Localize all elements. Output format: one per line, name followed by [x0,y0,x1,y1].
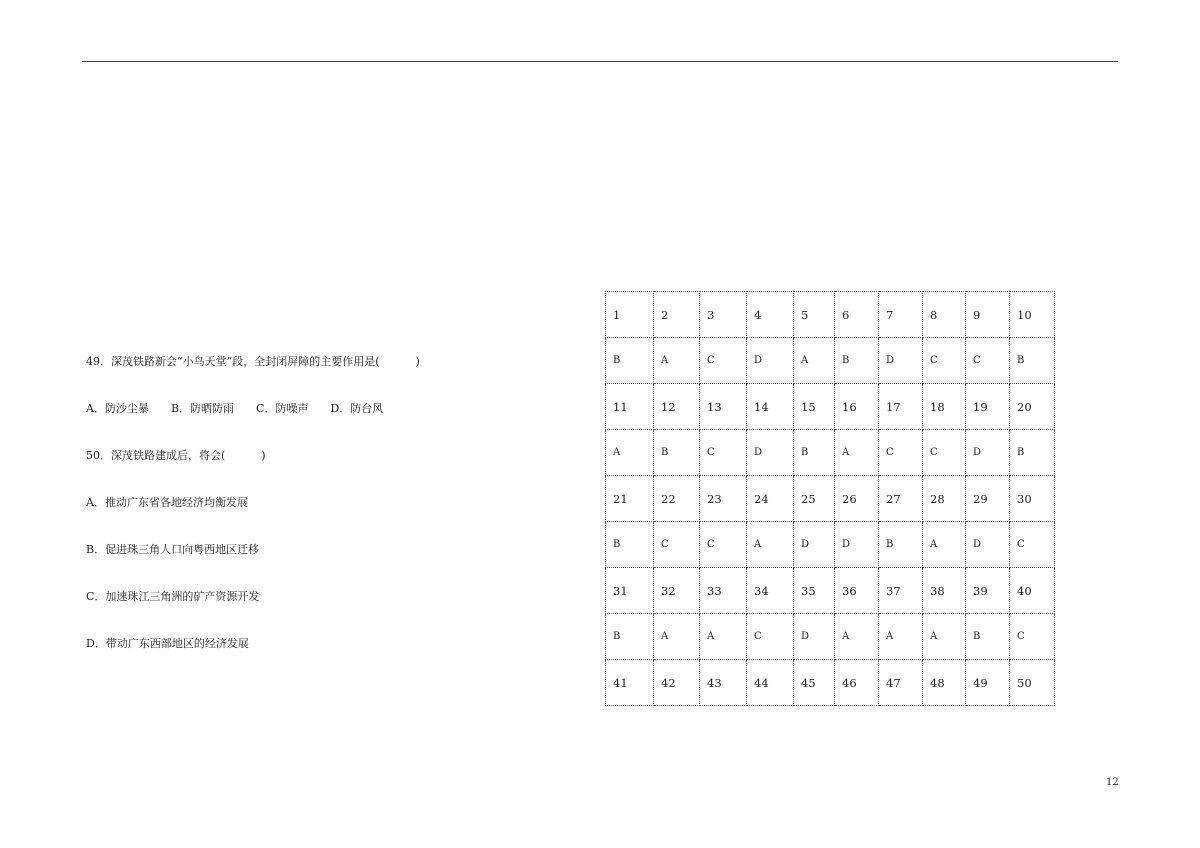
answer-cell: D [794,614,835,660]
question-number-cell: 1 [606,292,654,338]
answer-cell: D [966,522,1010,568]
answer-row [606,430,1055,476]
answer-row [606,522,1055,568]
answer-cell: A [923,614,966,660]
answer-cell: B [654,430,700,476]
question-50-stem: 50．深茂铁路建成后，将会( ) [86,449,266,462]
question-number-cell: 4 [747,292,794,338]
question-number-cell: 22 [654,476,700,522]
question-number-cell: 26 [835,476,879,522]
question-number-cell: 8 [923,292,966,338]
answer-cell: D [747,430,794,476]
answer-cell: C [923,430,966,476]
question-number-cell: 12 [654,384,700,430]
answer-cell: C [654,522,700,568]
answer-cell: C [1010,614,1055,660]
question-number-cell: 37 [879,568,923,614]
question-number-cell: 21 [606,476,654,522]
answer-cell: B [835,338,879,384]
question-number-cell: 27 [879,476,923,522]
answer-cell: B [606,338,654,384]
answer-cell: A [606,430,654,476]
question-49-options [86,402,405,416]
question-number-cell: 25 [794,476,835,522]
answer-cell: B [1010,338,1055,384]
question-number-row [606,660,1055,706]
question-49-stem: 49．深茂铁路新会“小鸟天堂”段，全封闭屏障的主要作用是( ) [86,355,420,368]
answer-cell: A [794,338,835,384]
question-number-cell: 17 [879,384,923,430]
question-number-cell: 43 [700,660,747,706]
question-number-cell: 13 [700,384,747,430]
option-50-a: A．推动广东省各地经济均衡发展 [86,496,248,509]
answer-cell: A [654,614,700,660]
question-number-cell: 44 [747,660,794,706]
question-number-cell: 47 [879,660,923,706]
question-number-cell: 6 [835,292,879,338]
question-number-cell: 2 [654,292,700,338]
question-number-cell: 31 [606,568,654,614]
question-number-cell: 10 [1010,292,1055,338]
question-number-cell: 3 [700,292,747,338]
answer-cell: C [700,522,747,568]
question-number-cell: 19 [966,384,1010,430]
answer-cell: A [700,614,747,660]
answer-cell: C [747,614,794,660]
header-rule [82,61,1118,62]
option-50-b: B．促进珠三角人口向粤西地区迁移 [86,543,260,556]
question-number-cell: 32 [654,568,700,614]
question-number-cell: 24 [747,476,794,522]
question-number-cell: 18 [923,384,966,430]
question-number-cell: 45 [794,660,835,706]
option-49-c: C．防噪声 [256,402,309,415]
question-number-cell: 30 [1010,476,1055,522]
question-number-cell: 23 [700,476,747,522]
answer-cell: A [879,614,923,660]
answer-table [605,291,1055,706]
question-number-cell: 28 [923,476,966,522]
answer-cell: C [879,430,923,476]
answer-cell: A [923,522,966,568]
answer-cell: D [879,338,923,384]
answer-cell: B [794,430,835,476]
answer-cell: C [923,338,966,384]
question-number-cell: 46 [835,660,879,706]
question-number-cell: 50 [1010,660,1055,706]
question-number-cell: 42 [654,660,700,706]
question-number-cell: 7 [879,292,923,338]
question-number-cell: 33 [700,568,747,614]
answer-cell: D [966,430,1010,476]
answer-cell: A [747,522,794,568]
option-50-d: D．带动广东西部地区的经济发展 [86,637,249,650]
answer-cell: B [879,522,923,568]
question-number-cell: 38 [923,568,966,614]
answer-cell: C [700,430,747,476]
answer-cell: A [835,614,879,660]
answer-cell: C [700,338,747,384]
answer-row [606,614,1055,660]
option-49-d: D．防台风 [330,402,384,415]
question-number-cell: 16 [835,384,879,430]
question-number-cell: 11 [606,384,654,430]
answer-cell: B [966,614,1010,660]
question-number-cell: 15 [794,384,835,430]
question-number-cell: 39 [966,568,1010,614]
answer-cell: B [606,614,654,660]
question-number-row [606,384,1055,430]
question-number-cell: 36 [835,568,879,614]
question-number-cell: 20 [1010,384,1055,430]
answer-cell: A [654,338,700,384]
question-number-row [606,568,1055,614]
question-number-cell: 5 [794,292,835,338]
question-number-cell: 34 [747,568,794,614]
answer-cell: B [606,522,654,568]
answer-row [606,338,1055,384]
question-number-cell: 35 [794,568,835,614]
page-number: 12 [1106,777,1119,788]
question-number-cell: 48 [923,660,966,706]
option-49-b: B．防晒防雨 [170,402,235,415]
question-number-cell: 40 [1010,568,1055,614]
answer-cell: D [835,522,879,568]
question-number-cell: 49 [966,660,1010,706]
answer-cell: B [1010,430,1055,476]
answer-cell: A [835,430,879,476]
answer-cell: C [966,338,1010,384]
question-number-cell: 9 [966,292,1010,338]
question-number-row [606,292,1055,338]
question-number-cell: 41 [606,660,654,706]
option-50-c: C．加速珠江三角洲的矿产资源开发 [86,590,260,603]
question-number-cell: 14 [747,384,794,430]
question-number-cell: 29 [966,476,1010,522]
option-49-a: A．防沙尘暴 [86,402,149,415]
question-number-row [606,476,1055,522]
answer-cell: D [747,338,794,384]
answer-cell: C [1010,522,1055,568]
answer-cell: D [794,522,835,568]
